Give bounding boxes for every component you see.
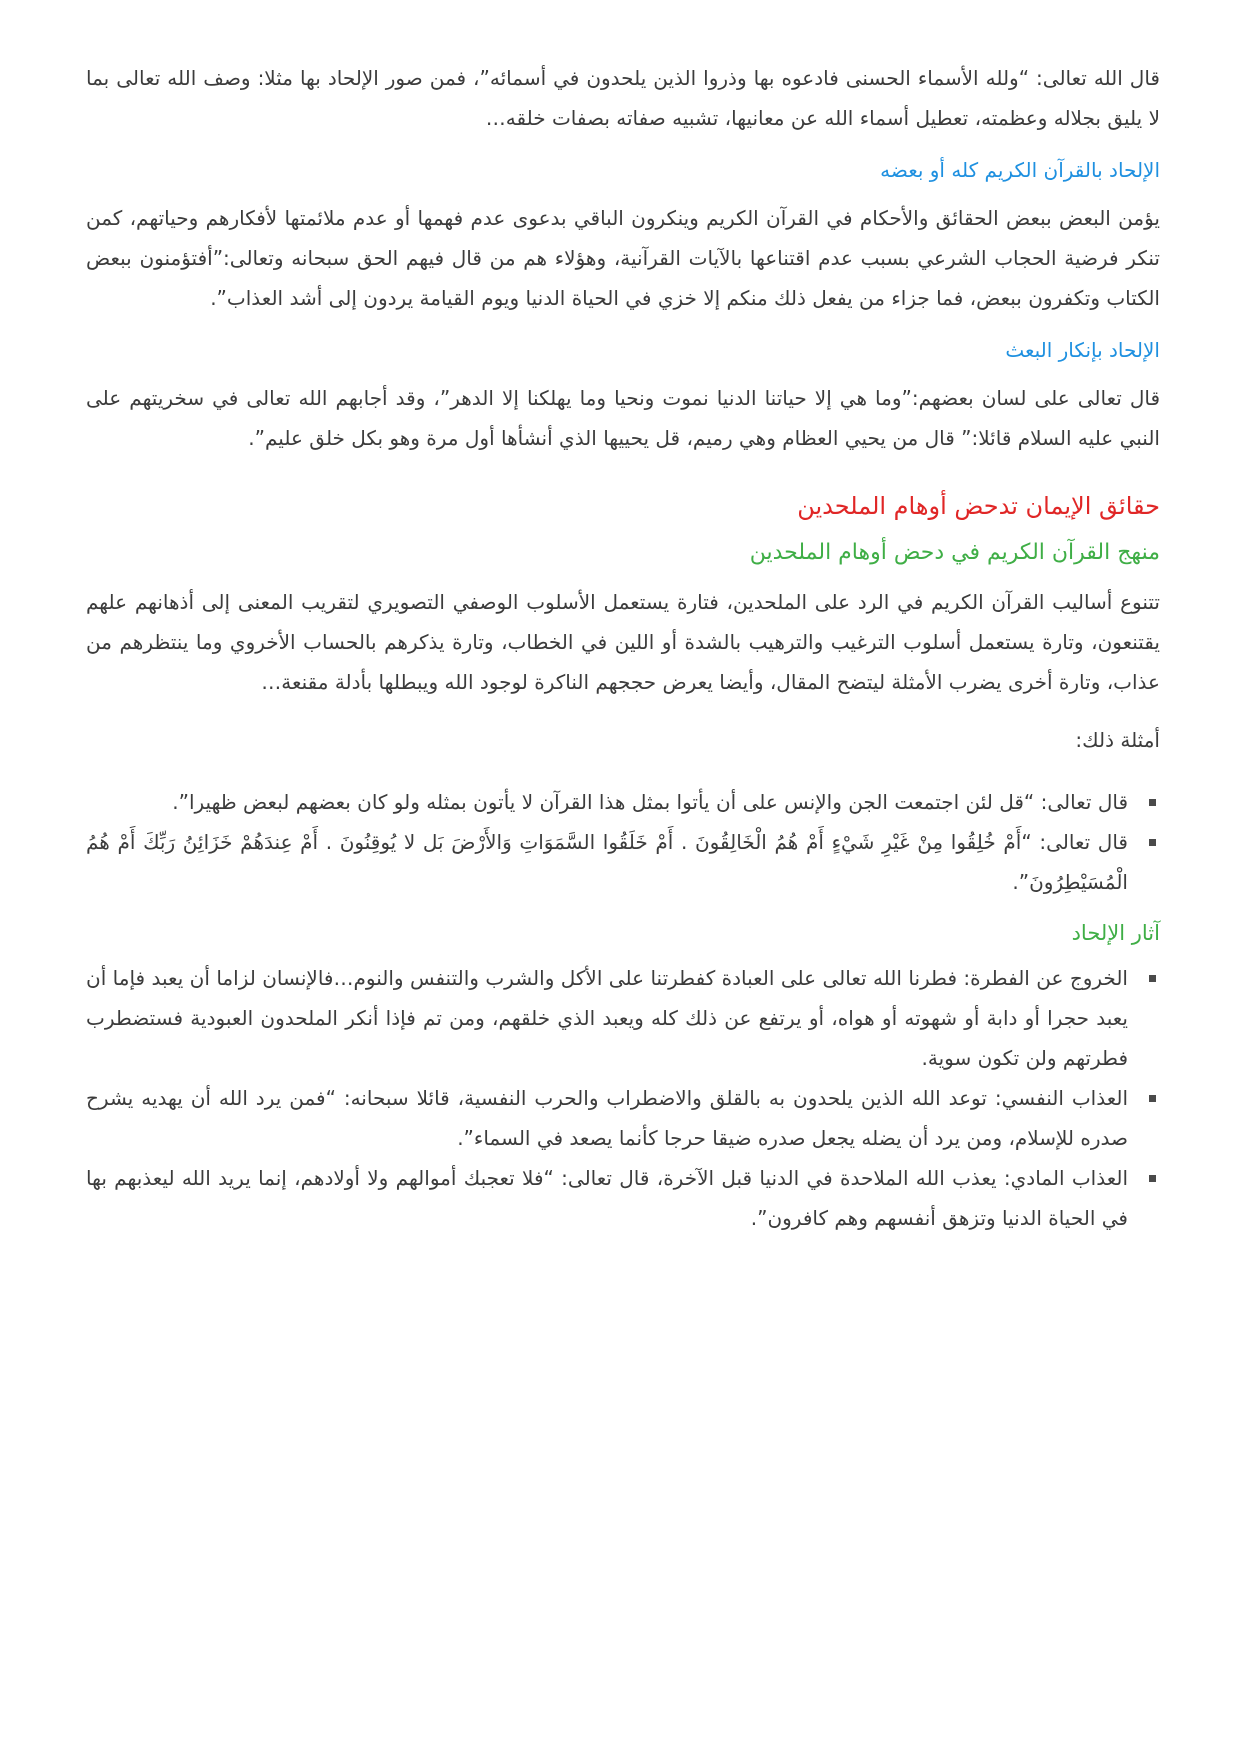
examples-list	[86, 782, 1160, 902]
resurrection-denial-paragraph: قال تعالى على لسان بعضهم:”وما هي إلا حياتنا الدنيا نموت ونحيا وما يهلكنا إلا الدهر”، وقد أجابهم الله تعالى في سخريتهم على النبي عليه السلام قائلا:” قال من يحيي العظام وهي رميم، قل يحييها الذي أنشأها أول مرة وهو بكل خلق عليم”.	[86, 386, 1160, 450]
quran-denial-paragraph: يؤمن البعض ببعض الحقائق والأحكام في القرآن الكريم وينكرون الباقي بدعوى عدم فهمها أو عدم ملائمتها لأفكارهم وحياتهم، كمن تنكر فرضية الحجاب الشرعي بسبب عدم اقتناعها بالآيات القرآنية، وهؤلاء هم من قال فيهم الحق سبحانه وتعالى:”أفتؤمنون ببعض الكتاب وتكفرون ببعض، فما جزاء من يفعل ذلك منكم إلا خزي في الحياة الدنيا ويوم القيامة يردون إلى أشد العذاب”.	[86, 206, 1160, 310]
quran-method-paragraph: تتنوع أساليب القرآن الكريم في الرد على الملحدين، فتارة يستعمل الأسلوب الوصفي التصويري لتقريب المعنى إلى أذهانهم علهم يقتنعون، وتارة يستعمل أسلوب الترغيب والترهيب بالشدة أو اللين في الخطاب، وتارة يذكرهم بالحساب الأخروي وما ينتظرهم من عذاب، وتارة أخرى يضرب الأمثلة ليتضح المقال، وأيضا يعرض حججهم الناكرة لوجود الله ويبطلها بأدلة مقنعة…	[86, 590, 1160, 694]
list-item: قال تعالى: “قل لئن اجتمعت الجن والإنس على أن يأتوا بمثل هذا القرآن لا يأتون بمثله ولو كان بعضهم لبعض ظهيرا”.	[86, 782, 1128, 822]
list-item: العذاب النفسي: توعد الله الذين يلحدون به بالقلق والاضطراب والحرب النفسية، قائلا سبحانه: “فمن يرد الله أن يهديه يشرح صدره للإسلام، ومن يرد أن يضله يجعل صدره ضيقا حرجا كأنما يصعد في السماء”.	[86, 1078, 1128, 1158]
intro-paragraph: قال الله تعالى: “ولله الأسماء الحسنى فادعوه بها وذروا الذين يلحدون في أسمائه”، فمن صور الإلحاد بها مثلا: وصف الله تعالى بما لا يليق بجلاله وعظمته، تعطيل أسماء الله عن معانيها، تشبيه صفاته بصفات خلقه…	[86, 66, 1160, 130]
heading-quran-denial: الإلحاد بالقرآن الكريم كله أو بعضه	[880, 158, 1160, 182]
list-item: قال تعالى: “أَمْ خُلِقُوا مِنْ غَيْرِ شَيْءٍ أَمْ هُمُ الْخَالِقُونَ . أَمْ خَلَقُوا السَّمَوَاتِ وَالأَرْضَ بَل لا يُوقِنُونَ . أَمْ عِندَهُمْ خَزَائِنُ رَبِّكَ أَمْ هُمُ الْمُسَيْطِرُونَ”.	[86, 822, 1128, 902]
main-heading: حقائق الإيمان تدحض أوهام الملحدين	[797, 492, 1160, 520]
heading-effects: آثار الإلحاد	[1071, 921, 1160, 945]
document-page	[86, 58, 1160, 1250]
heading-resurrection-denial: الإلحاد بإنكار البعث	[1005, 338, 1160, 362]
list-item: الخروج عن الفطرة: فطرنا الله تعالى على العبادة كفطرتنا على الأكل والشرب والتنفس والنوم…فالإنسان لزاما أن يعبد فإما أن يعبد حجرا أو دابة أو شهوته أو هواه، أو يرتفع عن ذلك كله ويعبد الذي خلقهم، ومن تم فإذا أنكر الملحدون العبودية فستضطرب فطرتهم ولن تكون سوية.	[86, 958, 1128, 1078]
examples-label: أمثلة ذلك:	[1075, 728, 1160, 752]
list-item: العذاب المادي: يعذب الله الملاحدة في الدنيا قبل الآخرة، قال تعالى: “فلا تعجبك أموالهم ولا أولادهم، إنما يريد الله ليعذبهم بها في الحياة الدنيا وتزهق أنفسهم وهم كافرون”.	[86, 1158, 1128, 1238]
heading-quran-method: منهج القرآن الكريم في دحض أوهام الملحدين	[749, 540, 1160, 565]
effects-list	[86, 958, 1160, 1238]
